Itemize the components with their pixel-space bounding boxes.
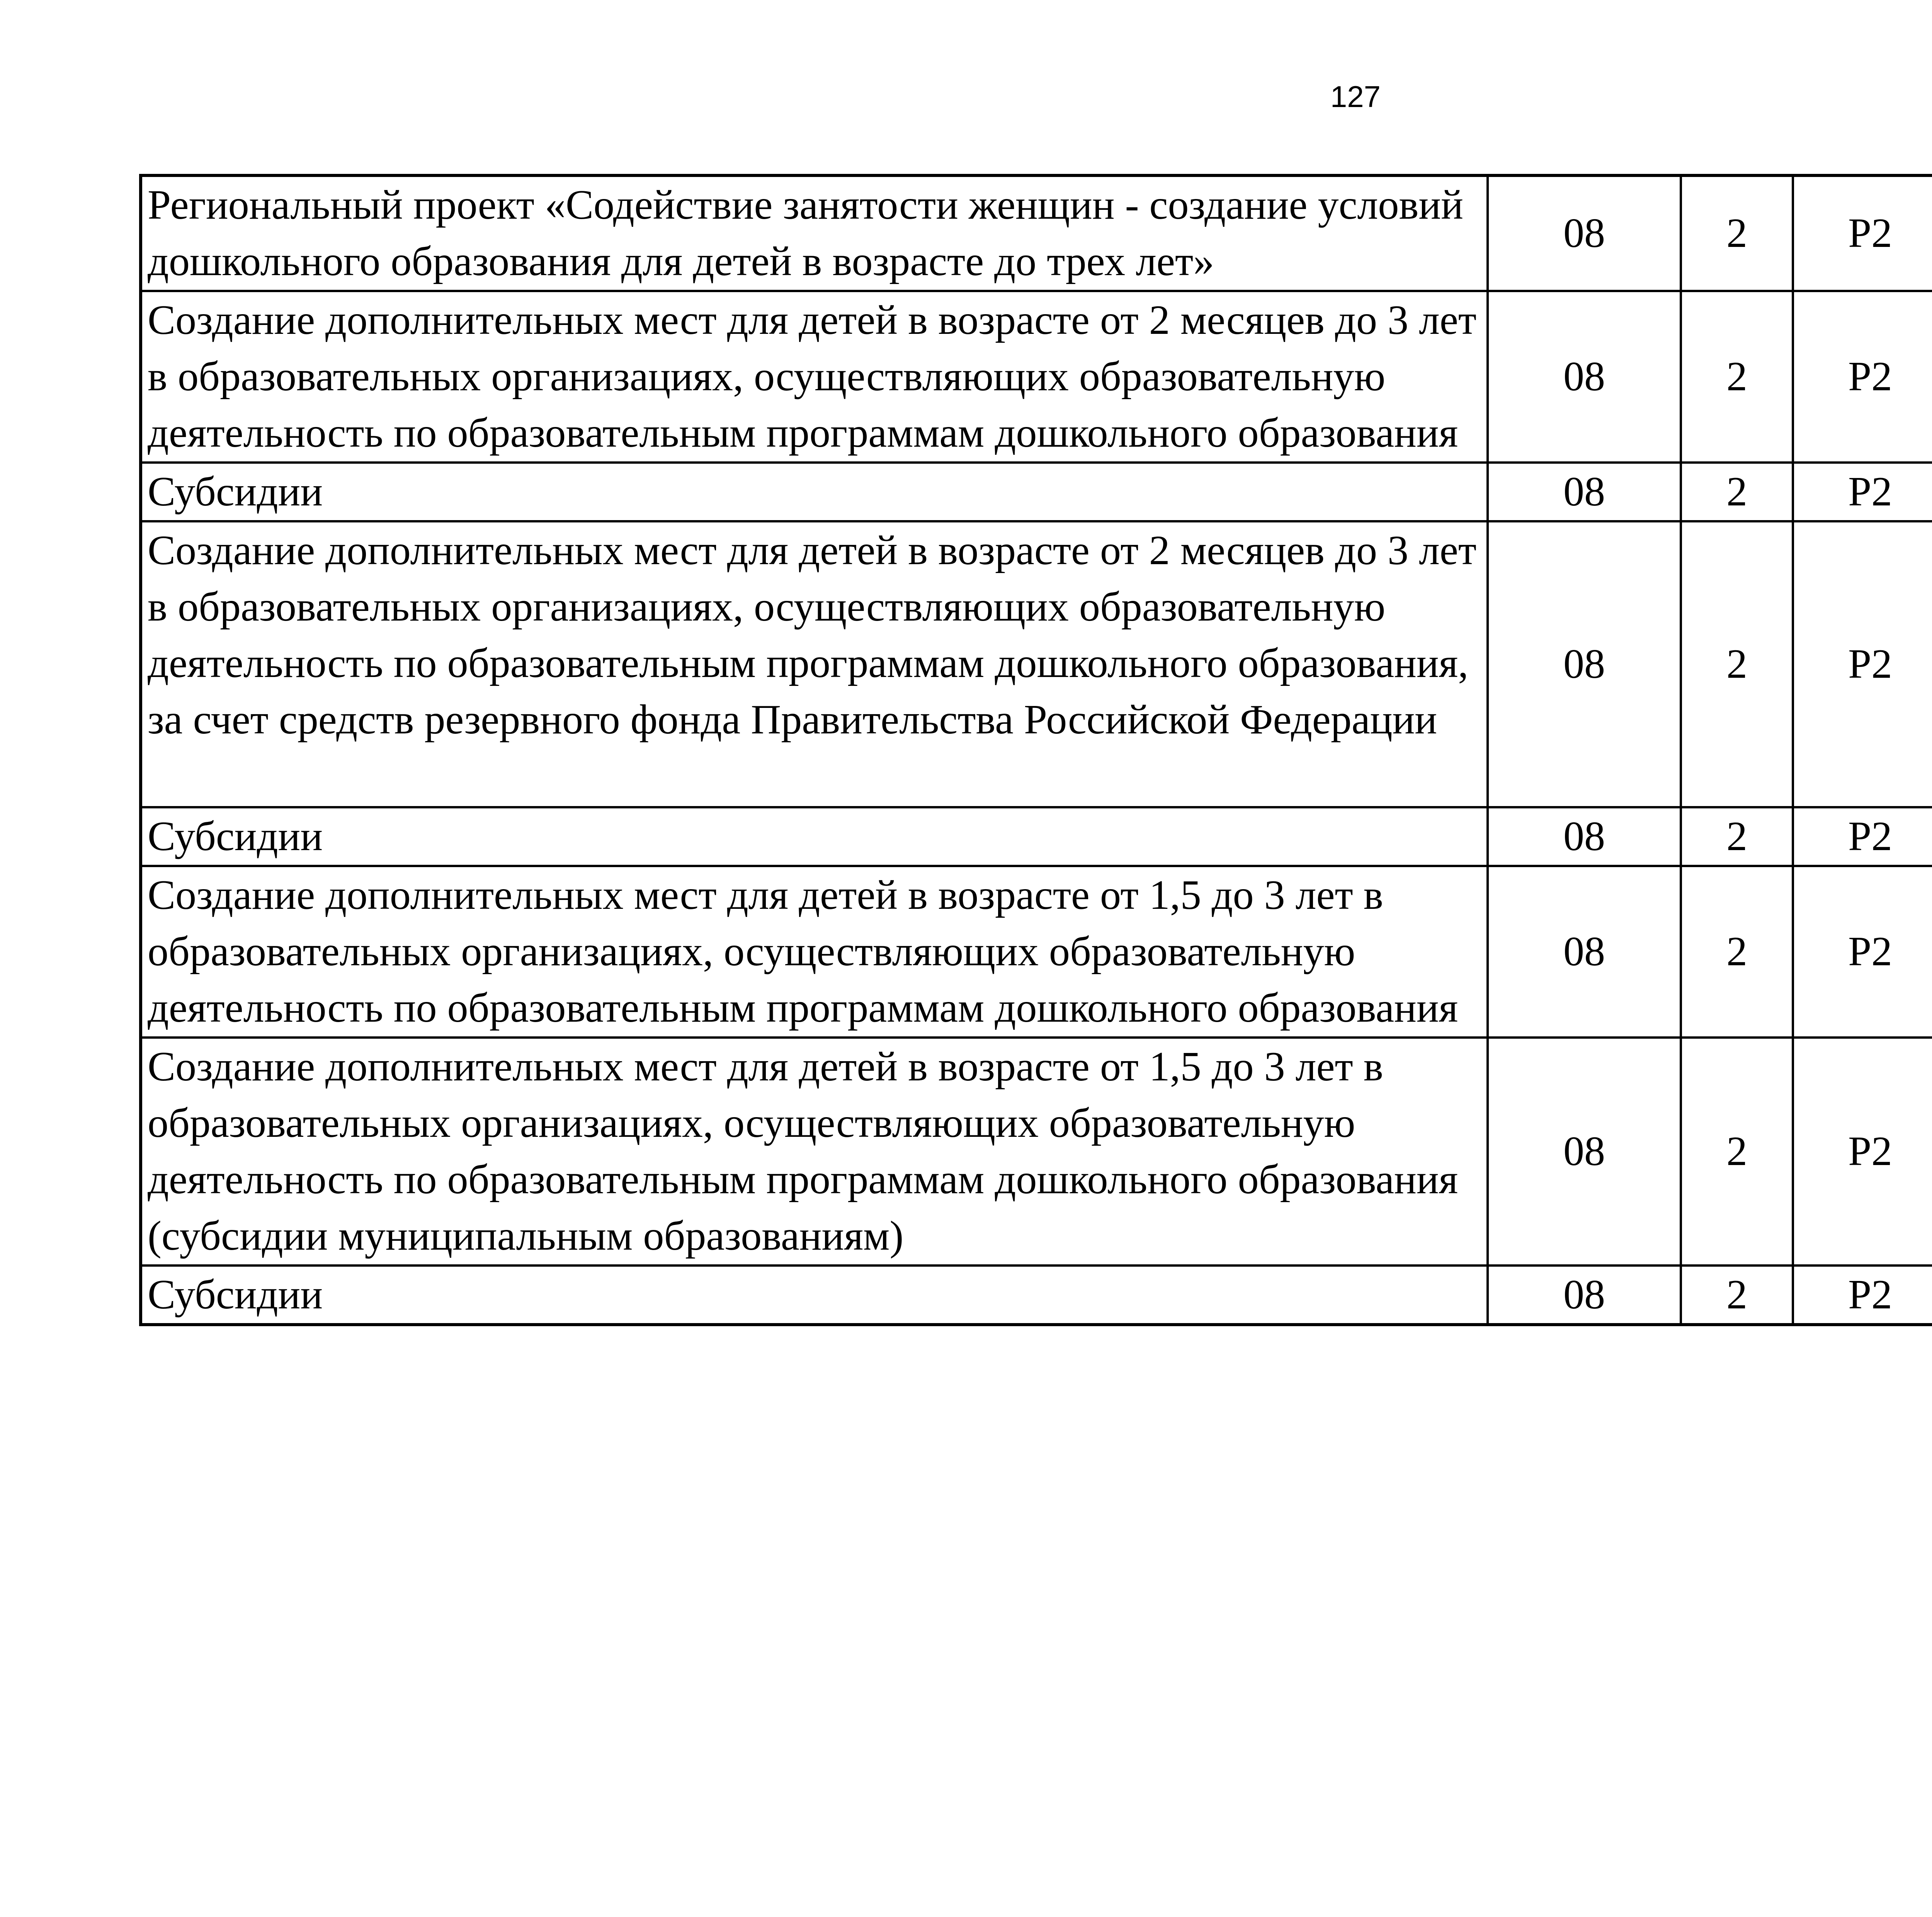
subprogram-code-cell: Р2 [1793, 1038, 1932, 1266]
program-code-cell: 2 [1681, 291, 1793, 463]
subprogram-code-cell: Р2 [1793, 291, 1932, 463]
row-name-cell: Субсидии [141, 807, 1488, 866]
section-code-cell: 08 [1488, 521, 1681, 807]
section-code-cell: 08 [1488, 291, 1681, 463]
budget-table [139, 174, 1932, 1326]
program-code-cell: 2 [1681, 1038, 1793, 1266]
subprogram-code-cell: Р2 [1793, 1266, 1932, 1325]
table-row [141, 866, 1932, 1038]
table-row [141, 1038, 1932, 1266]
table-row [141, 291, 1932, 463]
row-name-cell: Субсидии [141, 1266, 1488, 1325]
row-name-cell: Региональный проект «Содействие занятости женщин - создание условий дошкольного образования для детей в возрасте до трех лет» [141, 175, 1488, 291]
subprogram-code-cell: Р2 [1793, 521, 1932, 807]
subprogram-code-cell: Р2 [1793, 175, 1932, 291]
section-code-cell: 08 [1488, 807, 1681, 866]
program-code-cell: 2 [1681, 175, 1793, 291]
program-code-cell: 2 [1681, 1266, 1793, 1325]
table-row [141, 1266, 1932, 1325]
program-code-cell: 2 [1681, 866, 1793, 1038]
program-code-cell: 2 [1681, 807, 1793, 866]
subprogram-code-cell: Р2 [1793, 463, 1932, 521]
subprogram-code-cell: Р2 [1793, 866, 1932, 1038]
page-number: 127 [1330, 80, 1381, 114]
table-row [141, 463, 1932, 521]
row-name-cell: Создание дополнительных мест для детей в возрасте от 1,5 до 3 лет в образовательных организациях, осуществляющих образовательную деятельность по образовательным программам дошкольного образования (субсидии муниципальным образованиям) [141, 1038, 1488, 1266]
row-name-cell: Создание дополнительных мест для детей в возрасте от 2 месяцев до 3 лет в образовательных организациях, осуществляющих образовательную деятельность по образовательным программам дошкольного образования [141, 291, 1488, 463]
program-code-cell: 2 [1681, 463, 1793, 521]
section-code-cell: 08 [1488, 866, 1681, 1038]
row-name-cell: Создание дополнительных мест для детей в возрасте от 1,5 до 3 лет в образовательных организациях, осуществляющих образовательную деятельность по образовательным программам дошкольного образования [141, 866, 1488, 1038]
table-row [141, 175, 1932, 291]
table-row [141, 521, 1932, 807]
program-code-cell: 2 [1681, 521, 1793, 807]
section-code-cell: 08 [1488, 1038, 1681, 1266]
section-code-cell: 08 [1488, 463, 1681, 521]
table-row [141, 807, 1932, 866]
subprogram-code-cell: Р2 [1793, 807, 1932, 866]
row-name-cell: Субсидии [141, 463, 1488, 521]
section-code-cell: 08 [1488, 1266, 1681, 1325]
row-name-cell: Создание дополнительных мест для детей в возрасте от 2 месяцев до 3 лет в образовательных организациях, осуществляющих образовательную деятельность по образовательным программам дошкольного образования, за счет средств резервного фонда Правительства Российской Федерации [141, 521, 1488, 807]
section-code-cell: 08 [1488, 175, 1681, 291]
